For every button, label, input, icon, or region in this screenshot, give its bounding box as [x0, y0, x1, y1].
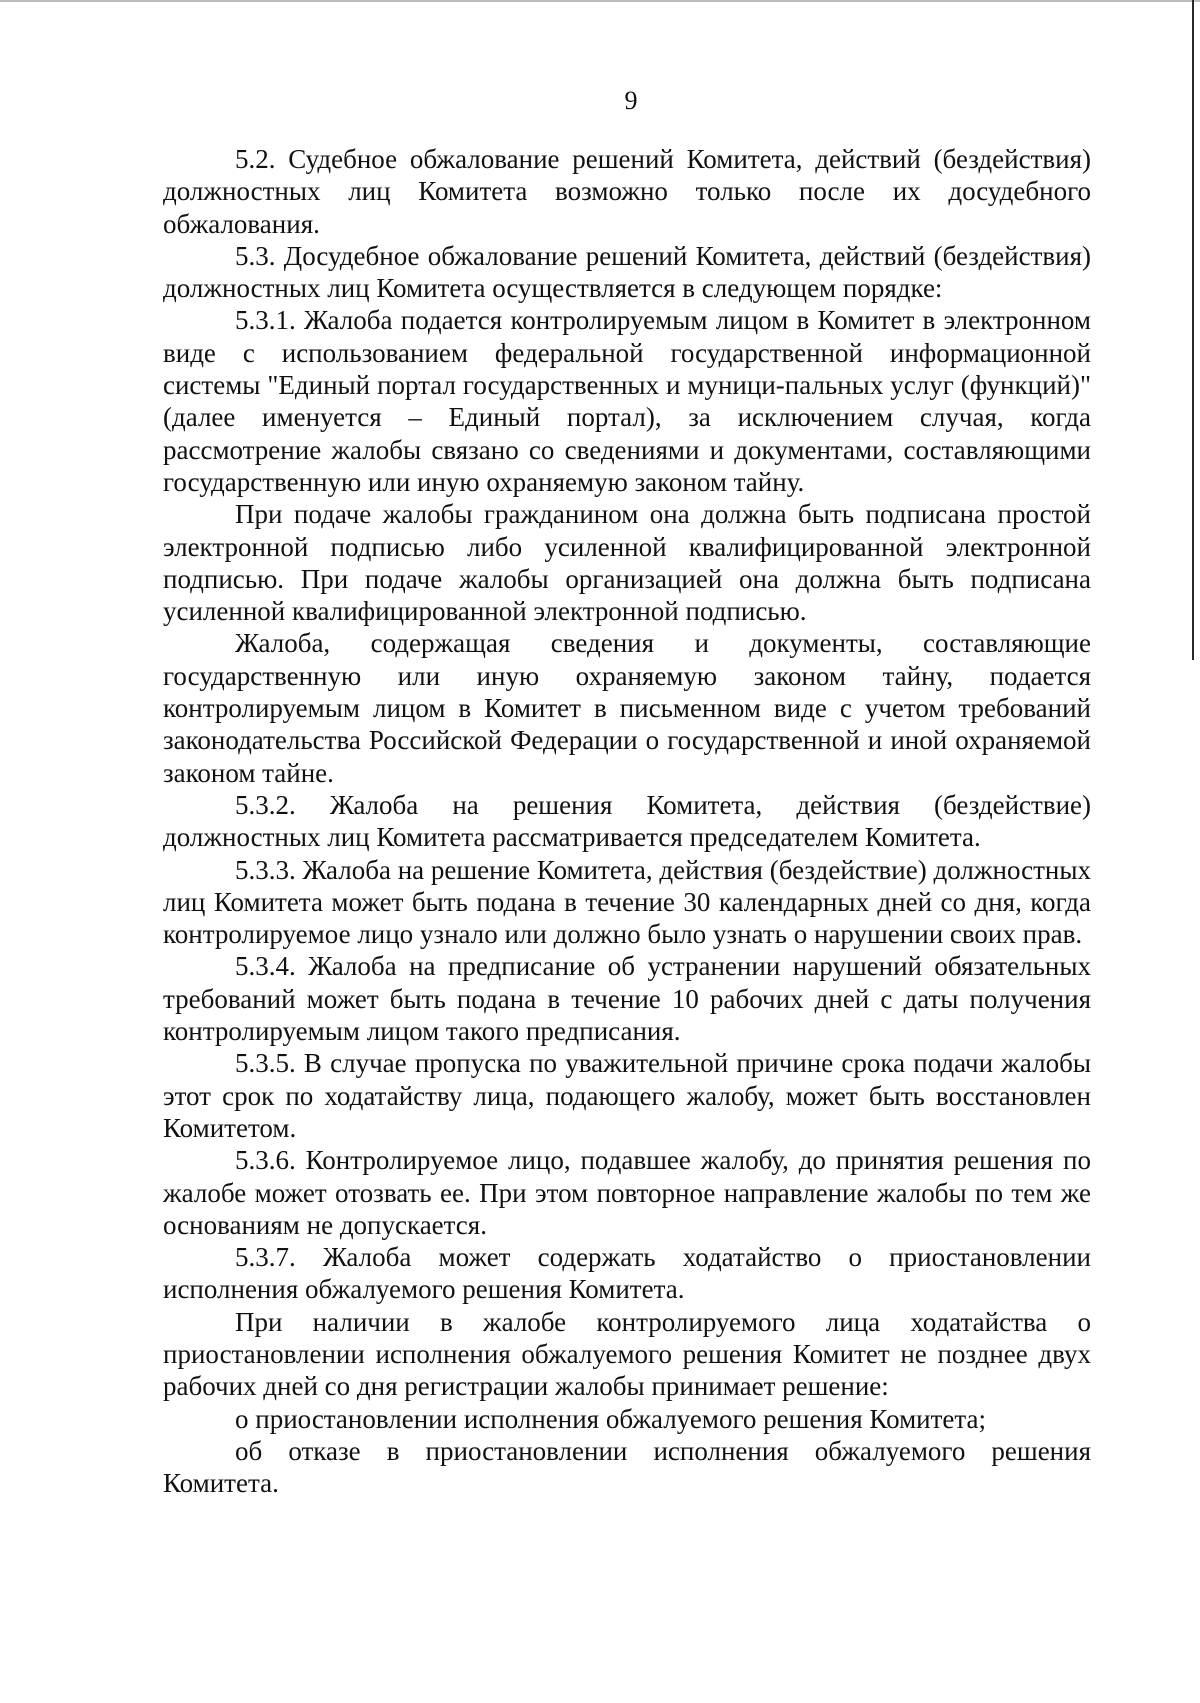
- paragraph-5-3-2: 5.3.2. Жалоба на решения Комитета, действия (бездействие) должностных лиц Комитета рассматривается председателем Комитета.: [163, 789, 1091, 853]
- paragraph-5-3-5: 5.3.5. В случае пропуска по уважительной причине срока подачи жалобы этот срок по ходатайству лица, подающего жалобу, может быть восстановлен Комитетом.: [163, 1048, 1091, 1143]
- paragraph-5-3-6: 5.3.6. Контролируемое лицо, подавшее жалобу, до принятия решения по жалобе может отозвать ее. При этом повторное направление жалобы по тем же основаниям не допускается.: [163, 1145, 1091, 1240]
- paragraph-signature-requirements: При подаче жалобы гражданином она должна быть подписана простой электронной подписью либо усиленной квалифицированной электронной подписью. При подаче жалобы организацией она должна быть подписана усиленной квалифицированной электронной подписью.: [163, 499, 1091, 627]
- paragraph-5-3-4: 5.3.4. Жалоба на предписание об устранении нарушений обязательных требований может быть подана в течение 10 рабочих дней с даты получения контролируемым лицом такого предписания.: [163, 951, 1091, 1047]
- paragraph-5-3-7: 5.3.7. Жалоба может содержать ходатайство о приостановлении исполнения обжалуемого решения Комитета.: [163, 1242, 1091, 1305]
- paragraph-5-3-1: 5.3.1. Жалоба подается контролируемым лицом в Комитет в электронном виде с использованием федеральной государственной информационной системы "Единый портал государственных и муници-пальных услуг (функций)" (далее именуется – Единый портал), за исключением случая, когда рассмотрение жалобы связано со сведениями и документами, составляющими государственную или иную охраняемую законом тайну.: [163, 305, 1091, 497]
- scan-edge-top: [0, 0, 1200, 2]
- paragraph-decision-suspend: о приостановлении исполнения обжалуемого решения Комитета;: [235, 1403, 987, 1434]
- paragraph-secret-complaints: Жалоба, содержащая сведения и документы, составляющие государственную или иную охраняемую законом тайну, подается контролируемым лицом в Комитет в письменном виде с учетом требований законодательства Российской Федерации о государственной и иной охраняемой законом тайне.: [163, 628, 1091, 788]
- page-number: 9: [624, 86, 638, 115]
- paragraph-5-3-3: 5.3.3. Жалоба на решение Комитета, действия (бездействие) должностных лиц Комитета может быть подана в течение 30 календарных дней со дня, когда контролируемое лицо узнало или должно было узнать о нарушении своих прав.: [163, 854, 1091, 950]
- paragraph-5-2: 5.2. Судебное обжалование решений Комитета, действий (бездействия) должностных лиц Комитета возможно только после их досудебного обжалования.: [163, 144, 1091, 239]
- paragraph-suspension-petition: При наличии в жалобе контролируемого лица ходатайства о приостановлении исполнения обжалуемого решения Комитет не позднее двух рабочих дней со дня регистрации жалобы принимает решение:: [163, 1306, 1091, 1402]
- paragraph-5-3: 5.3. Досудебное обжалование решений Комитета, действий (бездействия) должностных лиц Комитета осуществляется в следующем порядке:: [163, 240, 1091, 304]
- document-body: [163, 143, 1091, 1499]
- paragraph-decision-refuse: об отказе в приостановлении исполнения обжалуемого решения Комитета.: [163, 1435, 1091, 1499]
